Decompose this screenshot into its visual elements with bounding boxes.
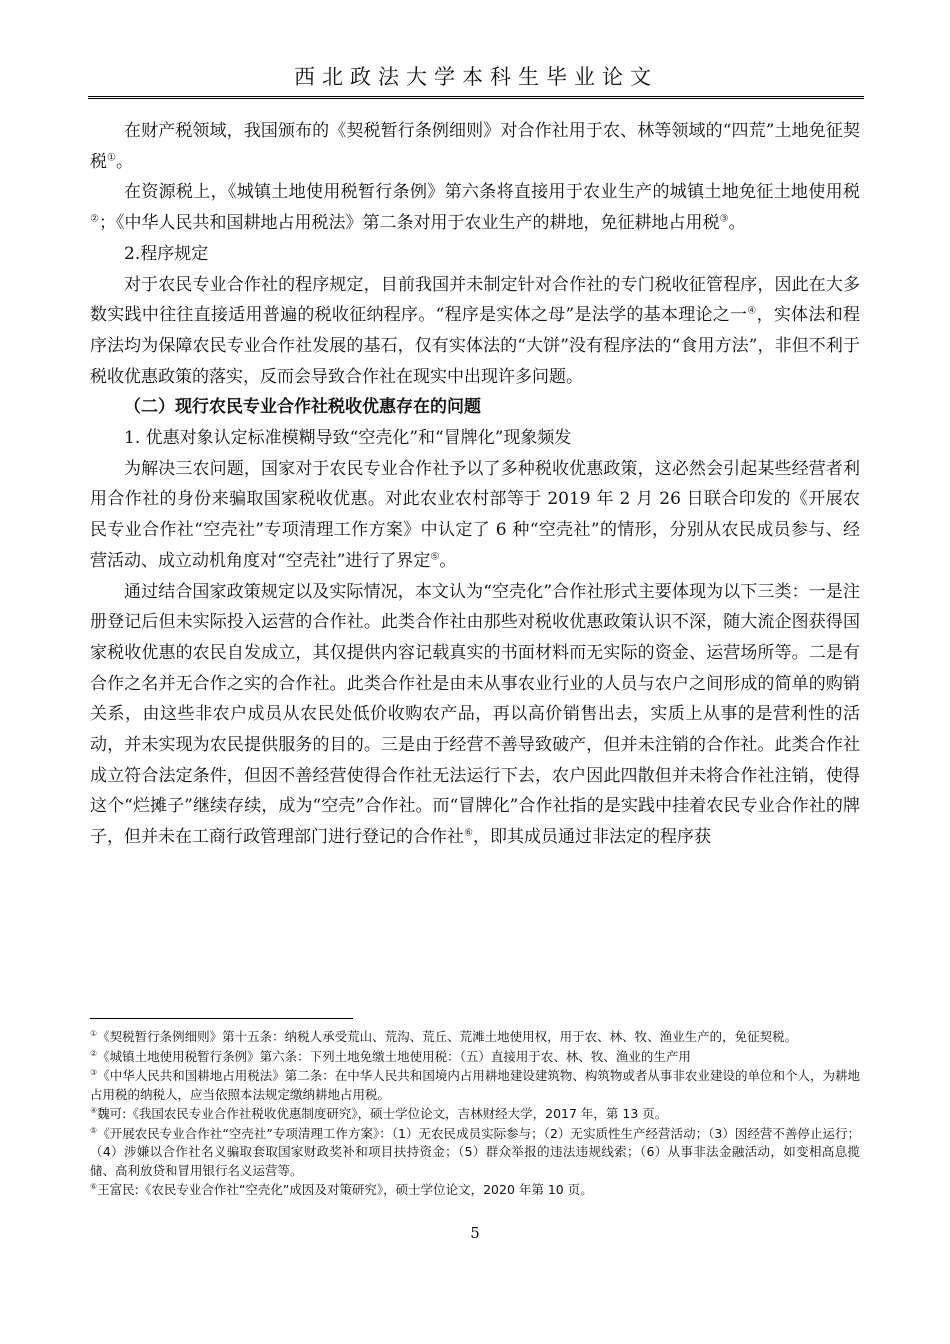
footnote-ref: ⑥ [464, 827, 473, 839]
footnote-ref: ⑤ [430, 551, 440, 563]
footnote-ref: ④ [747, 305, 757, 317]
footnote: ②《城镇土地使用税暂行条例》第六条：下列土地免缴土地使用税：（五）直接用于农、林、牧、渔业的生产用 [90, 1048, 691, 1064]
paragraph: 为解决三农问题，国家对于农民专业合作社予以了多种税收优惠政策，这必然会引起某些经营者利用合作社的身份来骗取国家税收优惠。对此农业农村部等于 2019 年 2 月 26 日联合印发的《开展农民专业合作社“空壳社”专项清理工作方案》中认定了 6 种“空壳社”的情形，分别从农民成员参与、经营活动、成立动机角度对“空壳社”进行了界定⑤。 [90, 458, 860, 571]
paragraph: 对于农民专业合作社的程序规定，目前我国并未制定针对合作社的专门税收征管程序，因此在大多数实践中往往直接适用普遍的税收征纳程序。“程序是实体之母”是法学的基本理论之一④，实体法和程序法均为保障农民专业合作社发展的基石，仅有实体法的“大饼”没有程序法的“食用方法”，非但不利于税收优惠政策的落实，反而会导致合作社在现实中出现许多问题。 [90, 274, 860, 387]
footnote-separator [90, 1018, 353, 1019]
footnote-ref: ② [90, 213, 99, 225]
footnote-ref: ① [107, 152, 116, 164]
footnotes [90, 1028, 860, 1201]
page-number: 5 [470, 1224, 480, 1242]
footnote: ⑥王富民:《农民专业合作社“空壳化”成因及对策研究》，硕士学位论文，2020 年第 10 页。 [90, 1181, 593, 1197]
body-text [90, 116, 860, 853]
section-heading: （二）现行农民专业合作社税收优惠存在的问题 [124, 397, 481, 418]
subsection-heading: 2.程序规定 [124, 243, 209, 264]
paragraph: 通过结合国家政策规定以及实际情况，本文认为“空壳化”合作社形式主要体现为以下三类：一是注册登记后但未实际投入运营的合作社。此类合作社由那些对税收优惠政策认识不深，随大流企图获得国家税收优惠的农民自发成立，其仅提供内容记载真实的书面材料而无实际的资金、运营场所等。二是有合作之名并无合作之实的合作社。此类合作社是由未从事农业行业的人员与农户之间形成的简单的购销关系，由这些非农户成员从农民处低价收购农产品，再以高价销售出去，实质上从事的是营利性的活动，并未实现为农民提供服务的目的。三是由于经营不善导致破产，但并未注销的合作社。此类合作社成立符合法定条件，但因不善经营使得合作社无法运行下去，农户因此四散但并未将合作社注销，使得这个“烂摊子”继续存续，成为“空壳”合作社。而“冒牌化”合作社指的是实践中挂着农民专业合作社的牌子，但并未在工商行政管理部门进行登记的合作社⑥，即其成员通过非法定的程序获 [90, 581, 860, 848]
footnote: ①《契税暂行条例细则》第十五条：纳税人承受荒山、荒沟、荒丘、荒滩土地使用权，用于农、林、牧、渔业生产的，免征契税。 [90, 1028, 798, 1044]
header-rule [88, 96, 864, 97]
header-rule-second [88, 98, 864, 99]
paragraph: 在资源税上，《城镇土地使用税暂行条例》第六条将直接用于农业生产的城镇土地免征土地使用税②；《中华人民共和国耕地占用税法》第二条对用于农业生产的耕地，免征耕地占用税③。 [90, 182, 860, 234]
subsection-heading: 1. 优惠对象认定标准模糊导致“空壳化”和“冒牌化”现象频发 [124, 428, 572, 449]
footnote-ref: ③ [719, 213, 729, 225]
footnote: ⑤《开展农民专业合作社“空壳社”专项清理工作方案》：（1）无农民成员实际参与；（2）无实质性生产经营活动；（3）因经营不善停止运行；（4）涉嫌以合作社名义骗取套取国家财政奖补和项目扶持资金；（5）群众举报的违法违规线索；（6）从事非法金融活动，如变相高息揽储、高利放贷和冒用银行名义运营等。 [90, 1125, 860, 1178]
page-header-title: 西北政法大学本科生毕业论文 [294, 65, 658, 89]
paragraph: 在财产税领域，我国颁布的《契税暂行条例细则》对合作社用于农、林等领域的“四荒”土地免征契税①。 [90, 121, 860, 172]
footnote: ③《中华人民共和国耕地占用税法》第二条：在中华人民共和国境内占用耕地建设建筑物、构筑物或者从事非农业建设的单位和个人，为耕地占用税的纳税人，应当依照本法规定缴纳耕地占用税。 [90, 1067, 860, 1102]
footnote: ④魏可:《我国农民专业合作社税收优惠制度研究》，硕士学位论文，吉林财经大学，2017 年，第 13 页。 [90, 1105, 668, 1121]
